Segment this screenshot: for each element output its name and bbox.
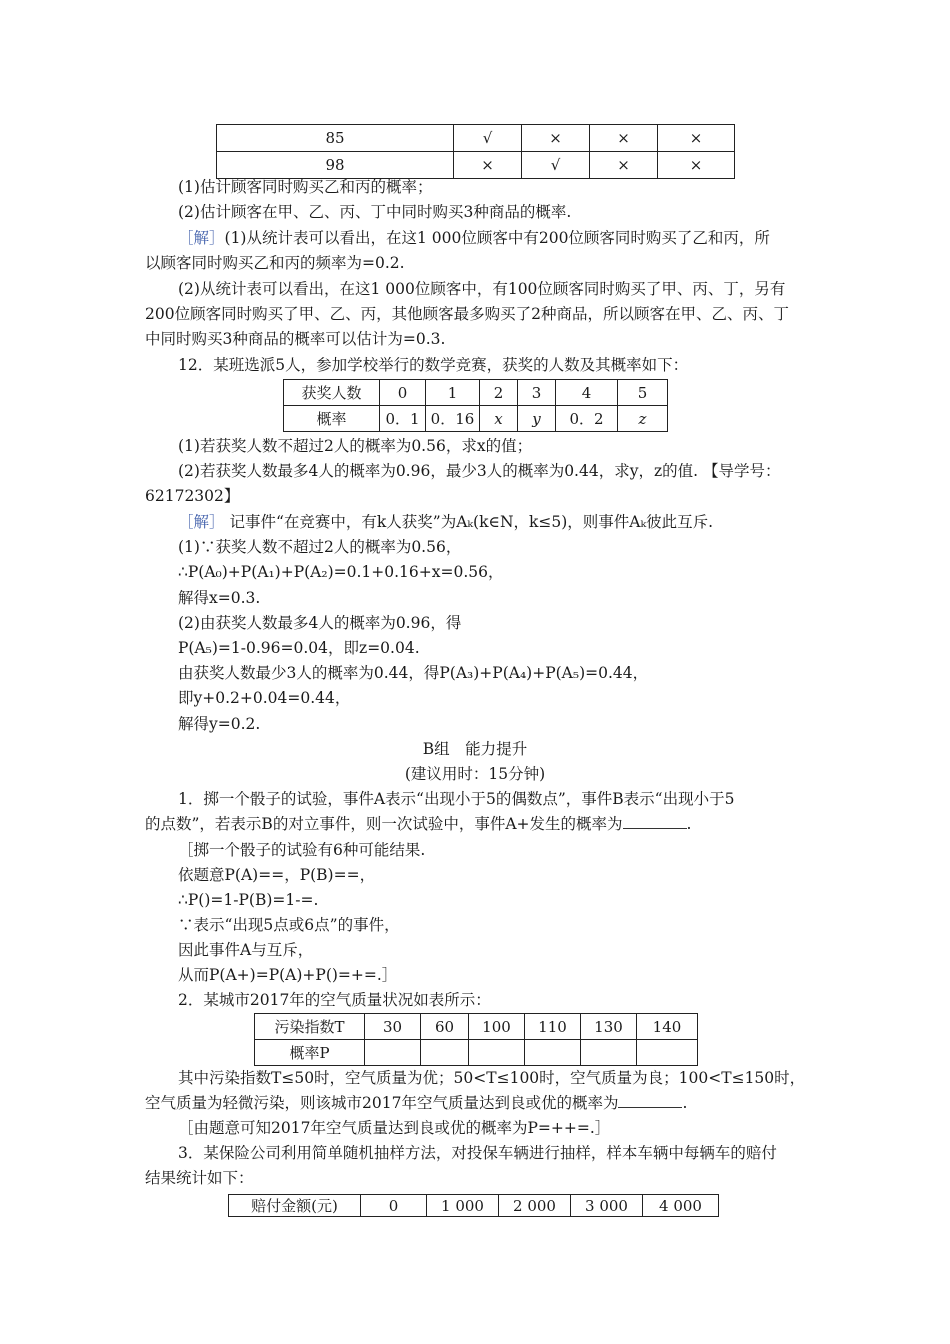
question-text: . [682, 1094, 688, 1112]
table-header: 获奖人数 [284, 380, 380, 406]
solution-line: 从而P(A+)=P(A)+P()=+=.］ [178, 966, 398, 984]
table-header: 110 [525, 1014, 581, 1040]
table-cell: × [658, 152, 735, 179]
solution-line [178, 226, 810, 251]
table-row [217, 125, 735, 152]
claims-table [228, 1194, 719, 1217]
purchase-table [216, 124, 735, 179]
table-cell [365, 1040, 421, 1066]
table-header: 3 [518, 380, 556, 406]
solution-line: 依题意P(A)==，P(B)==， [178, 866, 376, 884]
question-line [145, 1091, 810, 1116]
solution-line: 由获奖人数最少3人的概率为0.44，得P(A₃)+P(A₄)+P(A₅)=0.44， [178, 664, 649, 682]
table-cell [421, 1040, 469, 1066]
question-stem: 结果统计如下： [145, 1169, 254, 1187]
section-subtitle: (建议用时：15分钟) [404, 765, 546, 783]
table-header: 60 [421, 1014, 469, 1040]
table-header: 100 [469, 1014, 525, 1040]
table-cell: y [518, 406, 556, 432]
solution-line: ［由题意可知2017年空气质量达到良或优的概率为P=++=.］ [178, 1119, 611, 1137]
solution-line: 中同时购买3种商品的概率可以估计为=0.3. [145, 330, 446, 348]
solution-line: 解得y=0.2. [178, 715, 261, 733]
table-cell: z [618, 406, 668, 432]
solution-line: ∴P(A₀)+P(A₁)+P(A₂)=0.1+0.16+x=0.56， [178, 563, 504, 581]
table-header: 1 [426, 380, 480, 406]
table-header: 4 000 [643, 1195, 719, 1217]
solution-text: (1)从统计表可以看出，在这1 000位顾客中有200位顾客同时购买了乙和丙，所 [224, 229, 770, 247]
table-header: 0 [361, 1195, 427, 1217]
table-cell: × [590, 152, 658, 179]
table-cell [581, 1040, 637, 1066]
table-cell: 概率P [255, 1040, 365, 1066]
table-cell: × [658, 125, 735, 152]
question-stem: 3．某保险公司利用简单随机抽样方法，对投保车辆进行抽样，样本车辆中每辆车的赔付 [178, 1144, 777, 1162]
solution-line: P(A₅)=1-0.96=0.04，即z=0.04. [178, 639, 420, 657]
solution-line: ∵表示“出现5点或6点”的事件， [178, 916, 400, 934]
table-header-row [255, 1014, 698, 1040]
table-cell: × [522, 125, 590, 152]
solution-line: (2)从统计表可以看出，在这1 000位顾客中，有100位顾客同时购买了甲、丙、丁，另有 [178, 280, 786, 298]
table-header-row [229, 1195, 719, 1217]
question-line: 其中污染指数T≤50时，空气质量为优；50<T≤100时，空气质量为良；100<T≤150时， [178, 1069, 806, 1087]
table-header: 0 [380, 380, 426, 406]
table-cell: 概率 [284, 406, 380, 432]
table-cell: 0．16 [426, 406, 480, 432]
table-header: 2 000 [499, 1195, 571, 1217]
table-cell: × [590, 125, 658, 152]
table-header-row [284, 380, 668, 406]
table-cell [469, 1040, 525, 1066]
solution-text: 记事件“在竞赛中，有k人获奖”为Aₖ(k∈N，k≤5)，则事件Aₖ彼此互斥. [229, 513, 714, 531]
solution-line: 以顾客同时购买乙和丙的频率为=0.2. [145, 254, 405, 272]
solution-line: ［掷一个骰子的试验有6种可能结果. [178, 841, 426, 859]
table-cell: × [454, 152, 522, 179]
table-cell: √ [522, 152, 590, 179]
table-header: 5 [618, 380, 668, 406]
table-cell: √ [454, 125, 522, 152]
question-line: 62172302】 [145, 487, 240, 505]
solution-line [178, 510, 810, 535]
question-stem: 1．掷一个骰子的试验，事件A表示“出现小于5的偶数点”，事件B表示“出现小于5 [178, 790, 735, 808]
solution-line: 因此事件A与互斥， [178, 941, 314, 959]
solution-tag: ［解］ [178, 513, 225, 531]
table-cell: 0．1 [380, 406, 426, 432]
question-stem [145, 812, 810, 837]
solution-line: 即y+0.2+0.04=0.44， [178, 689, 351, 707]
air-quality-table [254, 1013, 698, 1066]
table-header: 4 [556, 380, 618, 406]
question-line: (2)若获奖人数最多4人的概率为0.96，最少3人的概率为0.44，求y，z的值. 【导学号： [178, 462, 781, 480]
table-header: 污染指数T [255, 1014, 365, 1040]
solution-line: ∴P()=1-P(B)=1-=. [178, 891, 319, 909]
table-cell [525, 1040, 581, 1066]
table-header: 赔付金额(元) [229, 1195, 361, 1217]
table-cell: x [480, 406, 518, 432]
question-stem: 2．某城市2017年的空气质量状况如表所示： [178, 991, 491, 1009]
answer-blank [618, 1093, 682, 1108]
table-cell: 85 [217, 125, 454, 152]
solution-tag: ［解］ [178, 229, 225, 247]
table-header: 1 000 [427, 1195, 499, 1217]
question-text: 空气质量为轻微污染，则该城市2017年空气质量达到良或优的概率为 [145, 1094, 619, 1112]
question-stem: 12．某班选派5人，参加学校举行的数学竞赛，获奖的人数及其概率如下： [178, 356, 689, 374]
solution-line: 解得x=0.3. [178, 589, 261, 607]
table-row [255, 1040, 698, 1066]
question-line: (1)若获奖人数不超过2人的概率为0.56，求x的值； [178, 437, 533, 455]
award-probability-table [283, 379, 668, 432]
table-row [284, 406, 668, 432]
question-line: (2)估计顾客在甲、乙、丙、丁中同时购买3种商品的概率. [178, 203, 572, 221]
table-header: 30 [365, 1014, 421, 1040]
solution-line: (1)∵获奖人数不超过2人的概率为0.56， [178, 538, 462, 556]
question-text: 的点数”，若表示B的对立事件，则一次试验中，事件A+发生的概率为 [145, 815, 623, 833]
solution-line: 200位顾客同时购买了甲、乙、丙，其他顾客最多购买了2种商品，所以顾客在甲、乙、丙、丁 [145, 305, 789, 323]
table-header: 130 [581, 1014, 637, 1040]
answer-blank [623, 814, 687, 829]
table-header: 140 [637, 1014, 698, 1040]
solution-line: (2)由获奖人数最多4人的概率为0.96，得 [178, 614, 462, 632]
table-cell: 0．2 [556, 406, 618, 432]
question-line: (1)估计顾客同时购买乙和丙的概率； [178, 178, 433, 196]
table-header: 3 000 [571, 1195, 643, 1217]
table-cell [637, 1040, 698, 1066]
table-cell: 98 [217, 152, 454, 179]
question-text: . [686, 815, 692, 833]
table-header: 2 [480, 380, 518, 406]
section-title: B组 能力提升 [422, 740, 528, 758]
